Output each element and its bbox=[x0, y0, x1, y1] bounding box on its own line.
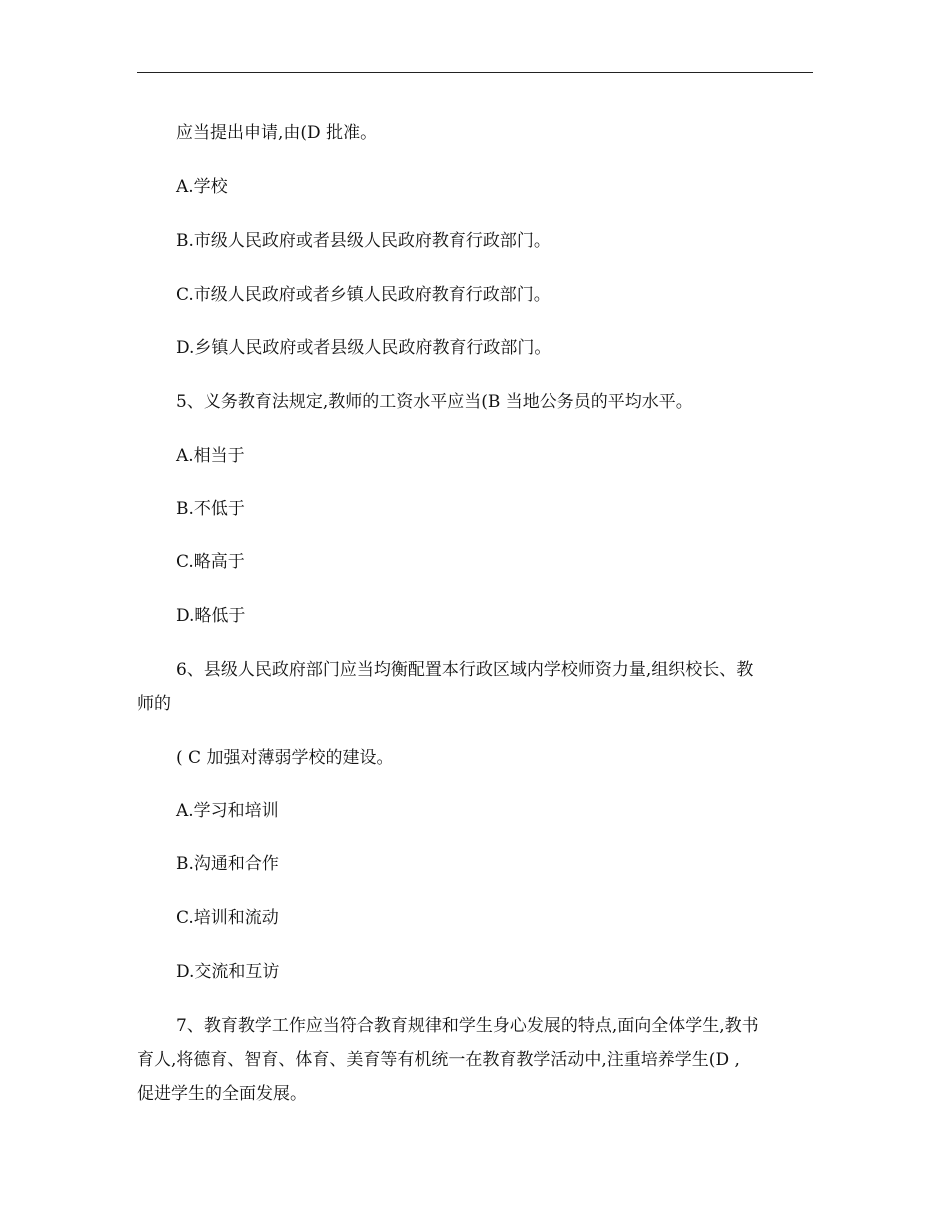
question-6-stem-line-3: ( C 加强对薄弱学校的建设。 bbox=[176, 748, 394, 768]
question-6-stem-line-2: 师的 bbox=[137, 694, 171, 714]
q6-option-a: A.学习和培训 bbox=[176, 801, 279, 821]
q4-option-a: A.学校 bbox=[176, 177, 228, 197]
q4-option-c: C.市级人民政府或者乡镇人民政府教育行政部门。 bbox=[176, 285, 551, 305]
question-6-stem-line-1: 6、县级人民政府部门应当均衡配置本行政区域内学校师资力量,组织校长、教 bbox=[176, 660, 754, 680]
question-7-stem-line-3: 促进学生的全面发展。 bbox=[137, 1084, 307, 1104]
question-4-stem-end: 应当提出申请,由(D 批准。 bbox=[176, 123, 378, 143]
q6-option-c: C.培训和流动 bbox=[176, 908, 279, 928]
q4-option-b: B.市级人民政府或者县级人民政府教育行政部门。 bbox=[176, 231, 551, 251]
q5-option-d: D.略低于 bbox=[176, 606, 246, 626]
q5-option-c: C.略高于 bbox=[176, 552, 245, 572]
header-rule bbox=[137, 72, 813, 73]
question-7-stem-line-1: 7、教育教学工作应当符合教育规律和学生身心发展的特点,面向全体学生,教书 bbox=[176, 1016, 759, 1036]
q4-option-d: D.乡镇人民政府或者县级人民政府教育行政部门。 bbox=[176, 338, 552, 358]
q5-option-b: B.不低于 bbox=[176, 499, 245, 519]
q6-option-b: B.沟通和合作 bbox=[176, 854, 279, 874]
q6-option-d: D.交流和互访 bbox=[176, 962, 280, 982]
question-5-stem: 5、义务教育法规定,教师的工资水平应当(B 当地公务员的平均水平。 bbox=[176, 392, 693, 412]
question-7-stem-line-2: 育人,将德育、智育、体育、美育等有机统一在教育教学活动中,注重培养学生(D , bbox=[137, 1050, 740, 1070]
q5-option-a: A.相当于 bbox=[176, 446, 245, 466]
